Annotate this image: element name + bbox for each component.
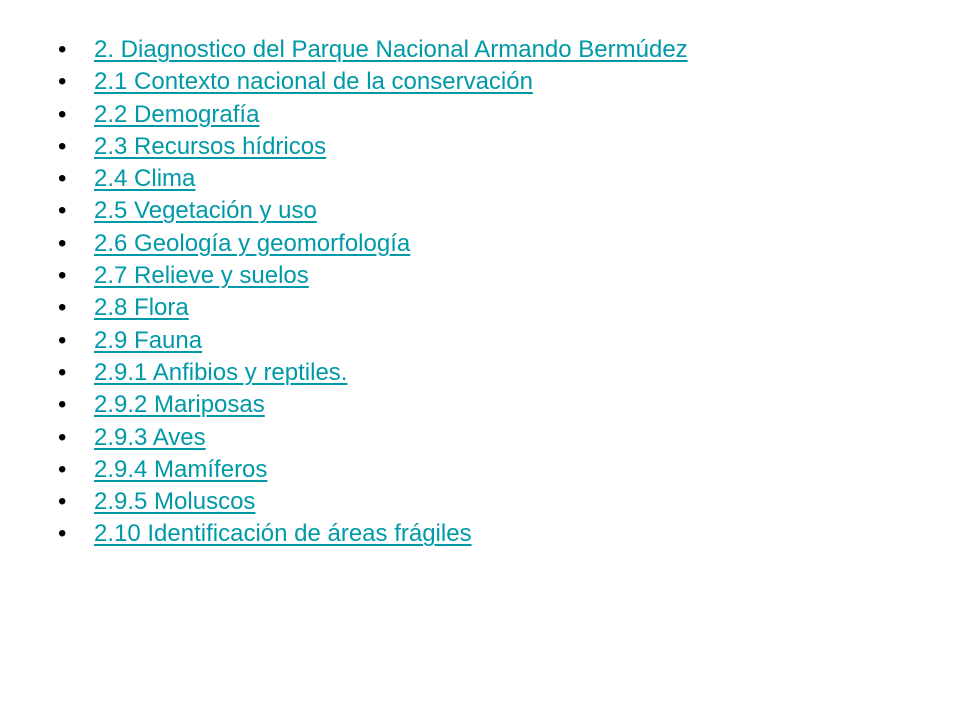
bullet-icon: • [58, 358, 67, 386]
bullet-icon: • [58, 165, 67, 193]
bullet-icon: • [58, 294, 67, 322]
toc-link-mariposas[interactable]: 2.9.2 Mariposas [94, 391, 265, 419]
bullet-icon: • [58, 423, 67, 451]
toc-link-vegetacion[interactable]: 2.5 Vegetación y uso [94, 197, 317, 225]
toc-link-fauna[interactable]: 2.9 Fauna [94, 326, 203, 354]
bullet-icon: • [58, 520, 67, 548]
list-item [58, 163, 688, 195]
bullet-icon: • [58, 391, 67, 419]
list-item [58, 66, 688, 98]
toc-link-aves[interactable]: 2.9.3 Aves [94, 423, 206, 451]
list-item [58, 325, 688, 357]
list-item [58, 292, 688, 324]
bullet-icon: • [58, 36, 67, 63]
toc-link-mamiferos[interactable]: 2.9.4 Mamíferos [94, 455, 268, 483]
toc-link-clima[interactable]: 2.4 Clima [94, 165, 196, 193]
toc-link-diagnostico[interactable]: 2. Diagnostico del Parque Nacional Armando Bermúdez [94, 36, 688, 63]
toc-link-flora[interactable]: 2.8 Flora [94, 294, 189, 322]
toc-link-recursos-hidricos[interactable]: 2.3 Recursos hídricos [94, 132, 327, 160]
list-item [58, 422, 688, 454]
list-item [58, 389, 688, 421]
list-item [58, 131, 688, 163]
list-item [58, 454, 688, 486]
bullet-icon: • [58, 229, 67, 257]
toc-link-contexto-nacional[interactable]: 2.1 Contexto nacional de la conservación [94, 68, 533, 96]
toc-link-demografia[interactable]: 2.2 Demografía [94, 100, 260, 128]
toc-link-areas-fragiles[interactable]: 2.10 Identificación de áreas frágiles [94, 520, 472, 548]
table-of-contents [58, 34, 688, 551]
bullet-icon: • [58, 197, 67, 225]
list-item [58, 99, 688, 131]
bullet-icon: • [58, 326, 67, 354]
list-item [58, 486, 688, 518]
bullet-icon: • [58, 100, 67, 128]
list-item [58, 228, 688, 260]
list-item [58, 518, 688, 550]
list-item [58, 260, 688, 292]
bullet-icon: • [58, 455, 67, 483]
list-item [58, 34, 688, 66]
toc-link-anfibios[interactable]: 2.9.1 Anfibios y reptiles. [94, 358, 348, 386]
list-item [58, 195, 688, 227]
bullet-icon: • [58, 132, 67, 160]
bullet-icon: • [58, 262, 67, 290]
toc-link-relieve[interactable]: 2.7 Relieve y suelos [94, 262, 309, 290]
toc-link-moluscos[interactable]: 2.9.5 Moluscos [94, 488, 256, 516]
bullet-icon: • [58, 68, 67, 96]
list-item [58, 357, 688, 389]
toc-link-geologia[interactable]: 2.6 Geología y geomorfología [94, 229, 411, 257]
bullet-icon: • [58, 488, 67, 516]
